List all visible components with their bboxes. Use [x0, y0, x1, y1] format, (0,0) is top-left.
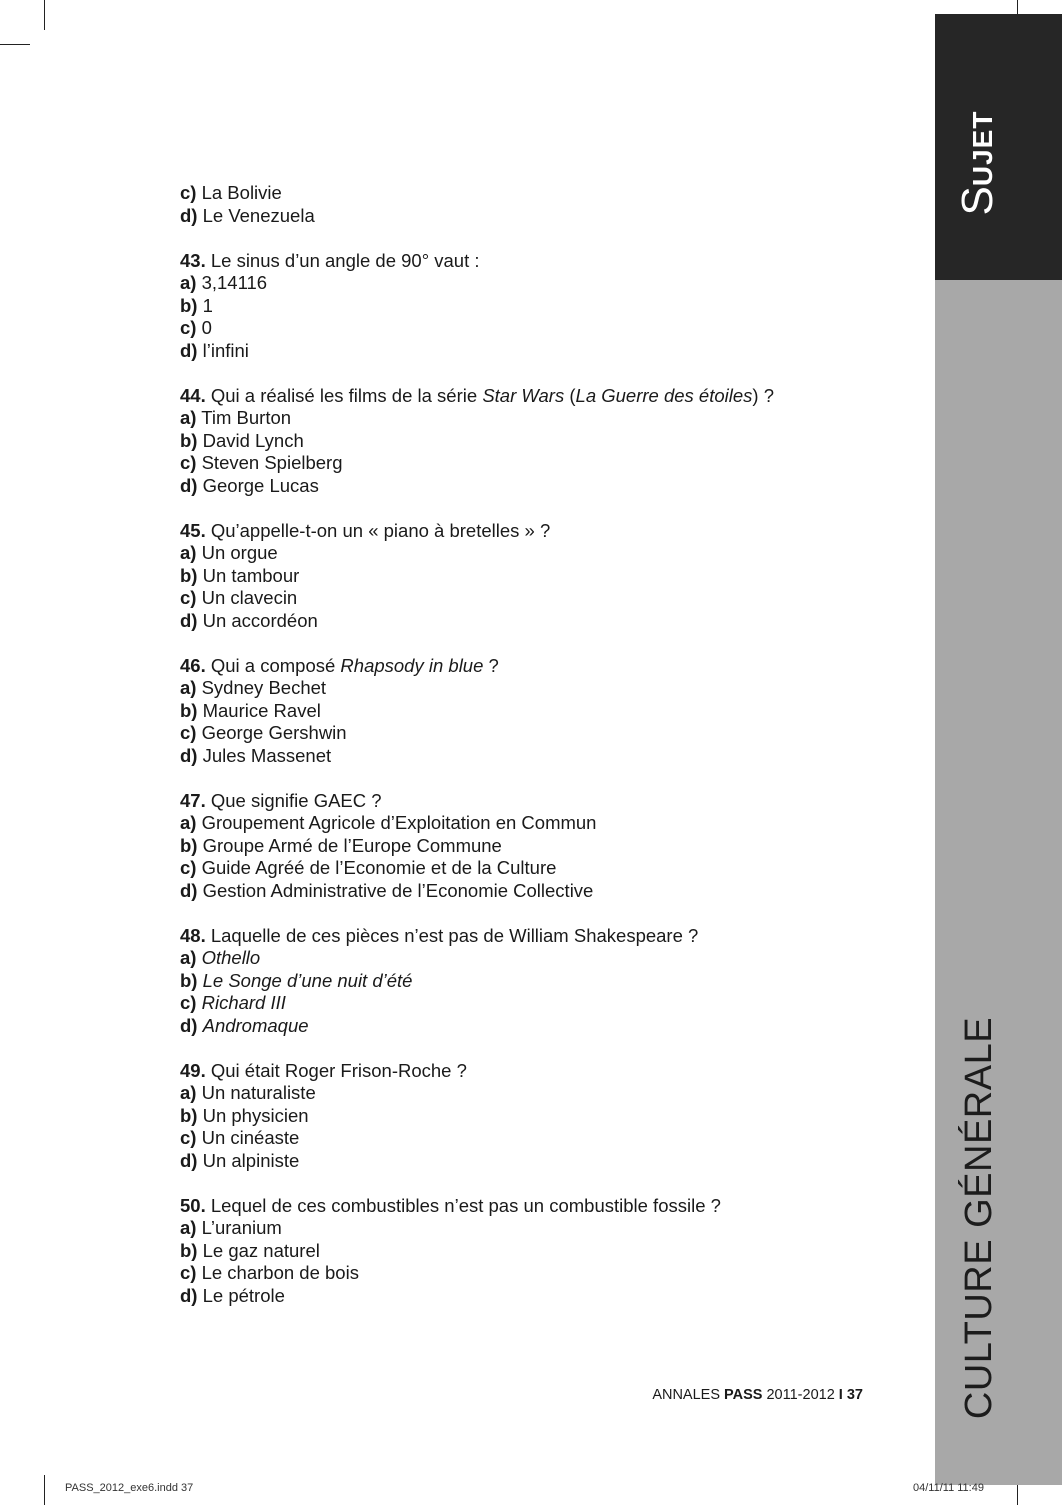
question-line: [180, 925, 920, 948]
option-letter: a): [180, 272, 197, 293]
blank-line: [180, 767, 920, 790]
line-text: 0: [196, 317, 212, 338]
option-letter: b): [180, 429, 198, 451]
option-letter: b): [180, 969, 198, 991]
file-slug: PASS_2012_exe6.indd 37: [65, 1482, 194, 1494]
option-letter: b): [180, 1239, 198, 1261]
answer-option: [180, 1105, 920, 1128]
answer-option: [180, 857, 920, 880]
line-text: Laquelle de ces pièces n’est pas de William Shakespeare ?: [205, 924, 699, 946]
line-text: Le pétrole: [197, 1284, 285, 1306]
question-line: [180, 385, 920, 408]
answer-option: [180, 407, 920, 430]
answer-option: [180, 1015, 920, 1038]
question-line: [180, 1195, 920, 1218]
answer-option: [180, 700, 920, 723]
option-letter: a): [180, 542, 197, 563]
crop-mark: [0, 44, 30, 45]
footer-brand: PASS: [724, 1387, 763, 1403]
option-letter: a): [180, 1217, 197, 1238]
line-text: Le sinus d’un angle de 90° vaut :: [205, 249, 480, 271]
question-number: 49.: [180, 1059, 206, 1081]
answer-option: [180, 542, 920, 565]
answer-option: [180, 722, 920, 745]
answer-option: [180, 1127, 920, 1150]
option-letter: c): [180, 317, 197, 338]
line-text: Le Venezuela: [197, 204, 315, 226]
line-text: (: [564, 384, 576, 406]
answer-option: [180, 272, 920, 295]
line-text: ) ?: [752, 384, 775, 406]
option-letter: a): [180, 407, 197, 428]
answer-option: [180, 745, 920, 768]
option-letter: d): [180, 879, 198, 901]
answer-option: [180, 565, 920, 588]
option-letter: d): [180, 1149, 198, 1171]
crop-mark: [44, 0, 45, 30]
answer-option: [180, 610, 920, 633]
line-text: Un tambour: [197, 564, 300, 586]
question-number: 44.: [180, 384, 206, 406]
line-text: Qui était Roger Frison-Roche ?: [205, 1059, 467, 1081]
answer-option: [180, 970, 920, 993]
answer-option: [180, 340, 920, 363]
answer-option: [180, 182, 920, 205]
italic-title: Richard III: [201, 992, 286, 1013]
line-text: Lequel de ces combustibles n’est pas un combustible fossile ?: [205, 1194, 721, 1216]
line-text: l’infini: [197, 339, 249, 361]
question-number: 47.: [180, 789, 206, 811]
option-letter: c): [180, 857, 197, 878]
footer-years: 2011-2012: [762, 1387, 839, 1403]
option-letter: d): [180, 744, 198, 766]
answer-option: [180, 452, 920, 475]
line-text: Gestion Administrative de l’Economie Collective: [197, 879, 594, 901]
question-number: 43.: [180, 249, 206, 271]
option-letter: b): [180, 564, 198, 586]
answer-option: [180, 1285, 920, 1308]
subject-label: CULTURE GÉNÉRALE: [958, 1016, 1000, 1420]
question-line: [180, 1060, 920, 1083]
option-letter: d): [180, 339, 198, 361]
answer-option: [180, 947, 920, 970]
answer-option: [180, 880, 920, 903]
answer-option: [180, 1262, 920, 1285]
answer-option: [180, 812, 920, 835]
line-text: David Lynch: [197, 429, 304, 451]
option-letter: c): [180, 587, 197, 608]
option-letter: d): [180, 1284, 198, 1306]
italic-title: Rhapsody in blue: [340, 654, 484, 676]
answer-option: [180, 205, 920, 228]
footer-prefix: ANNALES: [652, 1387, 725, 1403]
answer-option: [180, 317, 920, 340]
footer-separator: I: [838, 1387, 843, 1403]
page-footer: [560, 1387, 863, 1403]
question-line: [180, 655, 920, 678]
line-text: 1: [197, 294, 213, 316]
option-letter: d): [180, 1014, 198, 1036]
question-line: [180, 790, 920, 813]
blank-line: [180, 632, 920, 655]
italic-title: Star Wars: [482, 384, 565, 406]
line-text: L’uranium: [196, 1217, 282, 1238]
question-list: [180, 182, 920, 1307]
italic-title: Le Songe d’une nuit d’été: [202, 969, 413, 991]
italic-title: Othello: [201, 947, 261, 968]
line-text: La Bolivie: [196, 182, 282, 203]
option-letter: b): [180, 834, 198, 856]
line-text: Guide Agréé de l’Economie et de la Culture: [196, 857, 557, 878]
question-number: 50.: [180, 1194, 206, 1216]
answer-option: [180, 430, 920, 453]
option-letter: c): [180, 722, 197, 743]
line-text: Un naturaliste: [196, 1082, 316, 1103]
option-letter: c): [180, 992, 197, 1013]
line-text: Un cinéaste: [196, 1127, 300, 1148]
question-line: [180, 250, 920, 273]
option-letter: a): [180, 947, 197, 968]
question-number: 48.: [180, 924, 206, 946]
option-letter: a): [180, 1082, 197, 1103]
blank-line: [180, 497, 920, 520]
line-text: ?: [483, 654, 499, 676]
answer-option: [180, 1082, 920, 1105]
line-text: George Gershwin: [196, 722, 347, 743]
option-letter: b): [180, 1104, 198, 1126]
page-number: 37: [842, 1387, 863, 1403]
answer-option: [180, 587, 920, 610]
crop-mark: [44, 1475, 45, 1505]
line-text: Jules Massenet: [197, 744, 332, 766]
answer-option: [180, 1150, 920, 1173]
line-text: Le charbon de bois: [196, 1262, 359, 1283]
option-letter: d): [180, 609, 198, 631]
section-label: [953, 110, 1002, 216]
answer-option: [180, 677, 920, 700]
option-letter: c): [180, 1262, 197, 1283]
question-number: 46.: [180, 654, 206, 676]
answer-option: [180, 1240, 920, 1263]
line-text: Tim Burton: [196, 407, 292, 428]
line-text: Sydney Bechet: [196, 677, 327, 698]
line-text: Qui a composé: [205, 654, 341, 676]
section-label-initial: S: [953, 186, 1002, 216]
answer-option: [180, 992, 920, 1015]
line-text: George Lucas: [197, 474, 319, 496]
line-text: Groupe Armé de l’Europe Commune: [197, 834, 502, 856]
line-text: Steven Spielberg: [196, 452, 343, 473]
option-letter: a): [180, 812, 197, 833]
line-text: Qui a réalisé les films de la série: [205, 384, 483, 406]
option-letter: c): [180, 182, 197, 203]
line-text: Un alpiniste: [197, 1149, 300, 1171]
line-text: Un accordéon: [197, 609, 318, 631]
option-letter: d): [180, 474, 198, 496]
line-text: Qu’appelle-t-on un « piano à bretelles » ?: [205, 519, 551, 541]
line-text: Groupement Agricole d’Exploitation en Commun: [196, 812, 597, 833]
answer-option: [180, 1217, 920, 1240]
italic-title: Andromaque: [202, 1014, 309, 1036]
section-label-rest: UJET: [967, 110, 998, 187]
option-letter: a): [180, 677, 197, 698]
blank-line: [180, 902, 920, 925]
question-line: [180, 520, 920, 543]
answer-option: [180, 835, 920, 858]
datetime-slug: 04/11/11 11:49: [913, 1482, 984, 1494]
line-text: Un physicien: [197, 1104, 309, 1126]
line-text: Que signifie GAEC ?: [205, 789, 382, 811]
italic-title: La Guerre des étoiles: [575, 384, 753, 406]
option-letter: b): [180, 294, 198, 316]
line-text: Le gaz naturel: [197, 1239, 320, 1261]
line-text: 3,14116: [196, 272, 268, 293]
blank-line: [180, 362, 920, 385]
line-text: Un clavecin: [196, 587, 298, 608]
question-number: 45.: [180, 519, 206, 541]
option-letter: c): [180, 452, 197, 473]
option-letter: d): [180, 204, 198, 226]
blank-line: [180, 227, 920, 250]
line-text: Un orgue: [196, 542, 278, 563]
answer-option: [180, 475, 920, 498]
line-text: Maurice Ravel: [197, 699, 321, 721]
blank-line: [180, 1172, 920, 1195]
answer-option: [180, 295, 920, 318]
option-letter: c): [180, 1127, 197, 1148]
blank-line: [180, 1037, 920, 1060]
option-letter: b): [180, 699, 198, 721]
